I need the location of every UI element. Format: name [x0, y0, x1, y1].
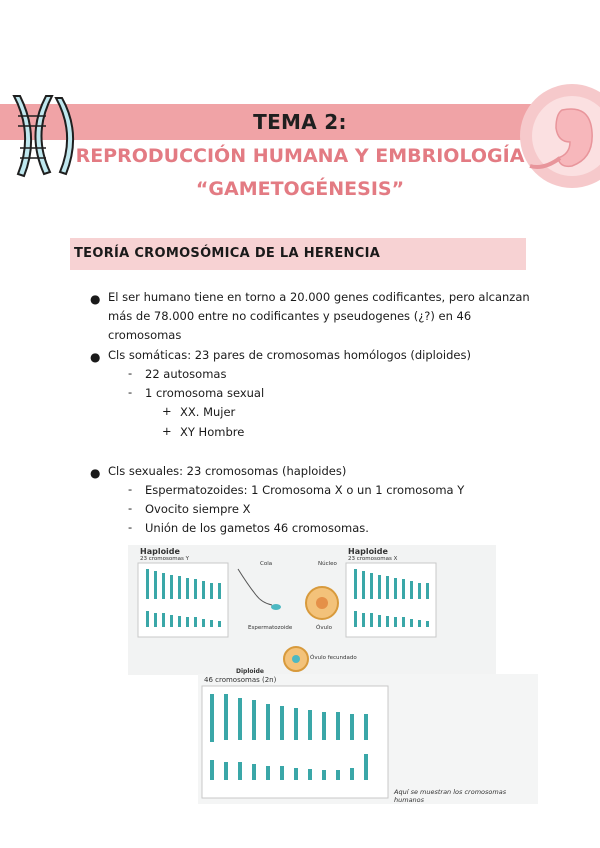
ovum-label: Óvulo [316, 625, 332, 631]
nucleus-label: Núcleo [318, 561, 337, 567]
haploid-right-label: Haploide [348, 547, 388, 556]
dash-icon: - [128, 366, 133, 380]
page-title: REPRODUCCIÓN HUMANA Y EMBRIOLOGÍA [75, 145, 525, 167]
section-heading [70, 238, 526, 270]
diploid-label: Diploide [236, 668, 264, 675]
haploid-right-sublabel: 23 cromosomas X [348, 556, 398, 562]
bullet-icon: ● [90, 350, 101, 364]
topic-number: TEMA 2: [253, 110, 347, 134]
sub-item-text: Espermatozoides: 1 Cromosoma X o un 1 cromosoma Y [145, 483, 465, 497]
fertilized-ovum-label: Óvulo fecundado [310, 655, 357, 661]
bullet-text: cromosomas [108, 328, 182, 342]
sub-item-text: Unión de los gametos 46 cromosomas. [145, 521, 369, 535]
sperm-label: Espermatozoide [248, 625, 293, 631]
dash-icon: - [128, 385, 133, 399]
sub-item-text: 1 cromosoma sexual [145, 386, 265, 400]
bullet-icon: ● [90, 466, 101, 480]
bullet-text: Cls sexuales: 23 cromosomas (haploides) [108, 464, 347, 478]
chromosome-x-icon [0, 86, 84, 182]
karyotype-figure [198, 668, 538, 804]
tail-label: Cola [260, 561, 273, 567]
bullet-text: más de 78.000 entre no codificantes y pseudogenes (¿?) en 46 [108, 309, 472, 323]
diploid-sublabel: 46 cromosomas (2n) [204, 676, 277, 684]
bullet-text: Cls somáticas: 23 pares de cromosomas homólogos (diploides) [108, 348, 471, 362]
fertilization-figure [128, 545, 496, 675]
sub-item-text: Ovocito siempre X [145, 502, 251, 516]
bullet-icon: ● [90, 292, 101, 306]
karyotype-graphic [198, 674, 538, 804]
dash-icon: - [128, 501, 133, 515]
bullet-text: El ser humano tiene en torno a 20.000 genes codificantes, pero alcanzan [108, 290, 530, 304]
dash-icon: - [128, 520, 133, 534]
chromosome-sets-graphic [128, 545, 496, 675]
haploid-left-label: Haploide [140, 547, 180, 556]
figure-caption: Aquí se muestran los cromosomas humanos [394, 788, 507, 804]
haploid-left-sublabel: 23 cromosomas Y [140, 556, 189, 562]
embryo-icon [500, 80, 600, 192]
section-heading-text: TEORÍA CROMOSÓMICA DE LA HERENCIA [74, 246, 381, 261]
plus-icon: + [162, 424, 172, 438]
sub-sub-item-text: XY Hombre [180, 425, 245, 439]
sub-item-text: 22 autosomas [145, 367, 227, 381]
page-subtitle: “GAMETOGÉNESIS” [195, 178, 405, 200]
plus-icon: + [162, 404, 172, 418]
sub-sub-item-text: XX. Mujer [180, 405, 236, 419]
dash-icon: - [128, 482, 133, 496]
